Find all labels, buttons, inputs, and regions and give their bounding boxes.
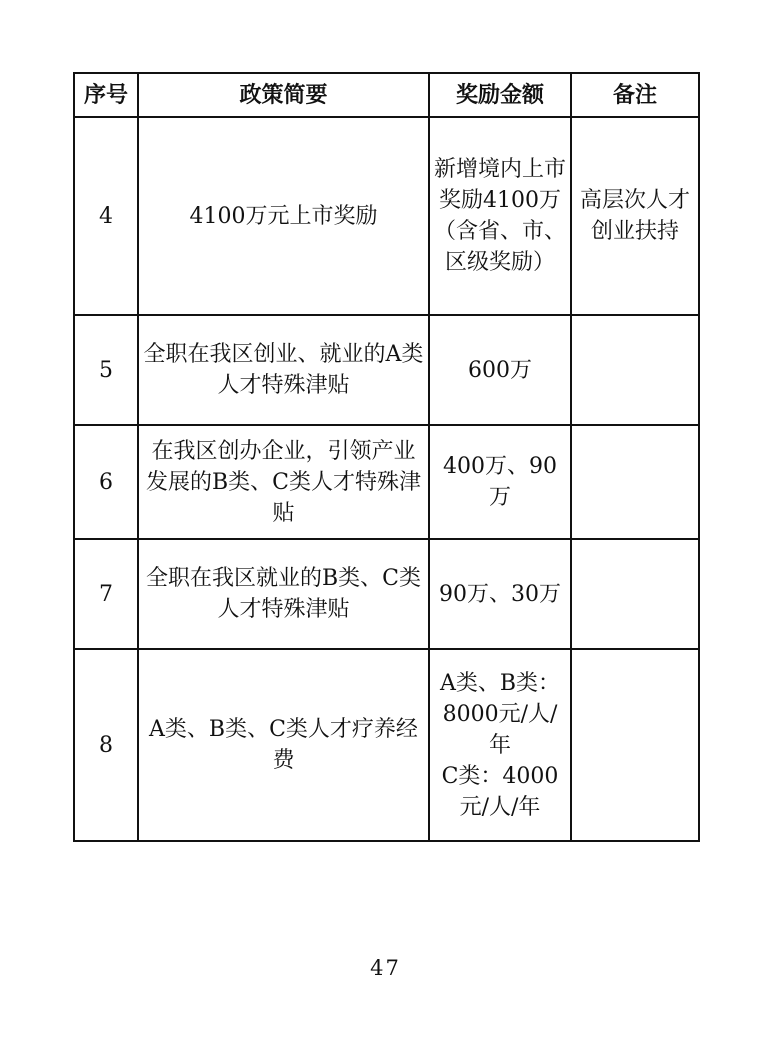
- row-policy: 全职在我区创业、就业的A类人才特殊津贴: [138, 315, 429, 425]
- page-number: 47: [370, 956, 401, 980]
- row-amount: 600万: [429, 315, 571, 425]
- table-row: [74, 315, 699, 425]
- row-policy: 全职在我区就业的B类、C类人才特殊津贴: [138, 539, 429, 649]
- amount-line-c: C类：4000元/人/年: [441, 763, 559, 820]
- header-amount: 奖励金额: [429, 73, 571, 117]
- row-amount: 新增境内上市奖励4100万（含省、市、区级奖励）: [429, 117, 571, 315]
- row-amount: 90万、30万: [429, 539, 571, 649]
- row-number: 5: [74, 315, 138, 425]
- table-row: [74, 425, 699, 539]
- row-note: 高层次人才创业扶持: [571, 117, 699, 315]
- row-note: [571, 425, 699, 539]
- row-number: 4: [74, 117, 138, 315]
- policy-table: [73, 72, 700, 842]
- row-note: [571, 649, 699, 841]
- table-row: [74, 649, 699, 841]
- header-number: 序号: [74, 73, 138, 117]
- header-row: [74, 73, 699, 117]
- row-policy: 4100万元上市奖励: [138, 117, 429, 315]
- row-note: [571, 315, 699, 425]
- table-row: [74, 539, 699, 649]
- table-header: [74, 73, 699, 117]
- row-number: 8: [74, 649, 138, 841]
- row-policy: A类、B类、C类人才疗养经费: [138, 649, 429, 841]
- table-body: [74, 117, 699, 841]
- row-number: 7: [74, 539, 138, 649]
- row-note: [571, 539, 699, 649]
- row-amount: 400万、90万: [429, 425, 571, 539]
- amount-line-ab: A类、B类：8000元/人/年: [439, 670, 561, 758]
- row-amount: [429, 649, 571, 841]
- header-note: 备注: [571, 73, 699, 117]
- table-row: [74, 117, 699, 315]
- row-policy: 在我区创办企业，引领产业发展的B类、C类人才特殊津贴: [138, 425, 429, 539]
- header-policy: 政策简要: [138, 73, 429, 117]
- row-number: 6: [74, 425, 138, 539]
